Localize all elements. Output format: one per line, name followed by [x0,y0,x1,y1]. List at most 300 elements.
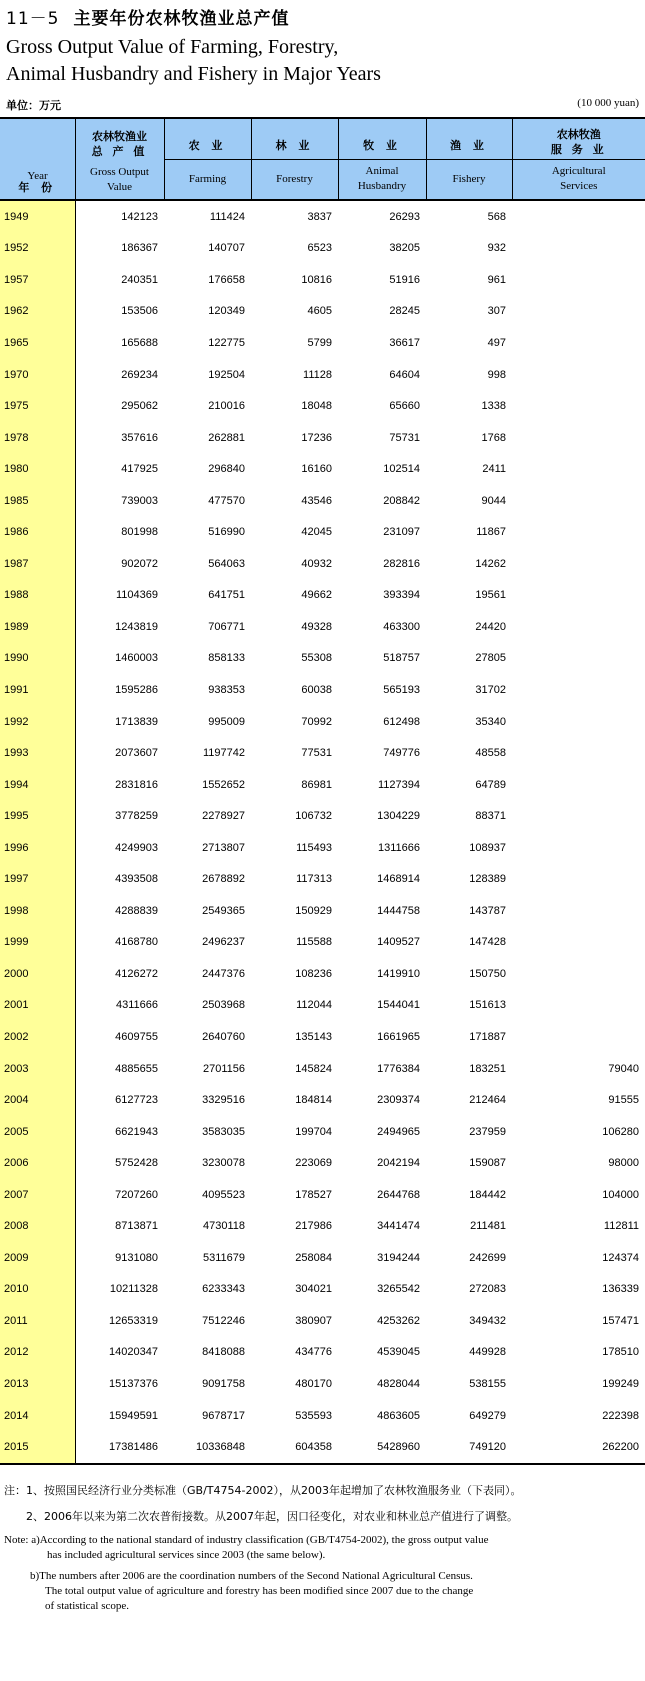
fishery-cell: 14262 [475,557,506,570]
forestry-cell: 55308 [301,652,332,665]
fishery-cell: 183251 [469,1062,506,1075]
gross-cell: 9131080 [115,1251,158,1264]
fishery-cell: 2411 [482,463,506,476]
services-cell [512,895,645,927]
gross-cell: 6127723 [115,1094,158,1107]
table-row [0,233,645,265]
fishery-cell: 998 [487,368,506,381]
services-cell [512,832,645,864]
table-row [0,769,645,801]
services-cell [512,485,645,517]
table-row [0,1431,645,1464]
year-cell: 1990 [0,643,75,675]
services-cell [512,674,645,706]
table-row [0,516,645,548]
gross-cell: 4311666 [115,999,158,1012]
services-cell [512,548,645,580]
header-gross-en [75,159,164,199]
animal-cell: 2042194 [377,1157,420,1170]
gross-cell: 186367 [121,242,158,255]
table-row [0,1337,645,1369]
animal-cell: 4253262 [377,1314,420,1327]
farming-cell: 8418088 [202,1346,245,1359]
animal-cell: 3441474 [377,1220,420,1233]
fishery-cell: 237959 [469,1125,506,1138]
animal-cell: 1444758 [377,904,420,917]
forestry-cell: 42045 [301,526,332,539]
animal-cell: 4828044 [377,1378,420,1390]
table-row [0,390,645,422]
services-cell [512,296,645,328]
services-cell [512,453,645,485]
fishery-cell: 64789 [475,778,506,791]
gross-cell: 1243819 [115,620,158,633]
fishery-cell: 147428 [469,936,506,949]
farming-cell: 641751 [208,589,245,602]
services-cell [512,327,645,359]
gross-cell: 269234 [121,368,158,381]
services-cell [512,611,645,643]
forestry-cell: 4605 [307,305,332,318]
farming-cell: 4730118 [202,1220,245,1233]
forestry-cell: 108236 [295,967,332,980]
gross-cell: 15137376 [109,1378,158,1390]
gross-cell: 4168780 [115,936,158,949]
farming-cell: 1552652 [202,778,245,791]
services-cell [512,990,645,1022]
fishery-cell: 1768 [481,431,506,444]
forestry-cell: 40932 [301,557,332,570]
fishery-cell: 159087 [469,1157,506,1170]
table-row [0,327,645,359]
header-gross-cn [75,119,164,159]
year-cell: 1998 [0,895,75,927]
farming-cell: 210016 [208,400,245,413]
fishery-cell: 749120 [426,1431,512,1464]
table-row [0,674,645,706]
forestry-cell: 10816 [301,273,332,286]
forestry-cell: 77531 [301,747,332,760]
animal-cell: 1776384 [377,1062,420,1075]
animal-cell: 36617 [389,336,420,349]
year-cell: 1980 [0,453,75,485]
forestry-cell: 49328 [301,620,332,633]
services-cell [512,927,645,959]
forestry-cell: 115493 [296,841,332,854]
year-cell: 1970 [0,359,75,391]
year-cell: 2003 [0,1053,75,1085]
farming-cell: 176658 [208,273,245,286]
header-animal-en-2: Husbandry [357,180,407,193]
year-cell: 2002 [0,1021,75,1053]
fishery-cell: 143787 [469,904,506,917]
services-cell: 222398 [602,1409,639,1422]
year-cell: 2011 [0,1305,75,1337]
animal-cell: 64604 [389,368,420,381]
fishery-cell: 151613 [469,999,506,1012]
table-row [0,1021,645,1053]
services-cell [512,769,645,801]
fishery-cell: 108937 [469,841,506,854]
farming-cell: 4095523 [202,1188,245,1201]
services-cell [512,643,645,675]
gross-cell: 165688 [121,336,158,349]
year-cell: 1949 [0,200,75,233]
animal-cell: 565193 [383,683,420,696]
table-row [0,1053,645,1085]
year-cell: 1999 [0,927,75,959]
gross-cell: 1595286 [115,683,158,696]
forestry-cell: 70992 [301,715,332,728]
forestry-cell: 6523 [307,242,332,255]
table-row [0,1147,645,1179]
table-row [0,1211,645,1243]
gross-cell: 1460003 [115,652,158,665]
table-row [0,706,645,738]
table-row [0,1368,645,1400]
header-services-cn-2: 服 务 业 [550,142,607,156]
gross-cell: 14020347 [109,1346,158,1359]
gross-cell: 4885655 [115,1062,158,1075]
fishery-cell: 184442 [469,1188,506,1201]
year-cell: 1985 [0,485,75,517]
fishery-cell: 349432 [469,1314,506,1327]
table-row [0,548,645,580]
header-animal-en [338,159,426,199]
table-row [0,958,645,990]
forestry-cell: 604358 [251,1431,338,1464]
table-row [0,453,645,485]
farming-cell: 10336848 [164,1431,251,1464]
table-title-cn-text: 主要年份农林牧渔业总产值 [73,9,290,29]
fishery-cell: 171887 [469,1030,506,1043]
animal-cell: 2644768 [377,1188,420,1201]
forestry-cell: 184814 [295,1094,332,1107]
year-cell: 1997 [0,863,75,895]
gross-cell: 153506 [121,305,158,318]
table-row [0,580,645,612]
note-cn-1: 注：1、按照国民经济行业分类标准（GB/T4754-2002），从2003年起增加了农林牧渔服务业（下表同）。 [4,1484,522,1497]
animal-cell: 5428960 [338,1431,426,1464]
farming-cell: 2713807 [202,841,245,854]
table-row [0,422,645,454]
farming-cell: 3329516 [202,1094,245,1107]
table-row [0,296,645,328]
table-row [0,1305,645,1337]
fishery-cell: 88371 [475,810,506,823]
table-row [0,895,645,927]
farming-cell: 3230078 [202,1157,245,1170]
gross-cell: 902072 [121,557,158,570]
farming-cell: 120349 [208,305,245,318]
services-cell: 124374 [602,1251,639,1264]
gross-cell: 7207260 [115,1188,158,1201]
fishery-cell: 242699 [469,1251,506,1264]
farming-cell: 516990 [208,526,245,539]
header-farming-cn: 农 业 [164,119,251,159]
animal-cell: 4539045 [377,1346,420,1359]
year-cell: 1975 [0,390,75,422]
header-fishery-en: Fishery [426,159,512,199]
farming-cell: 3583035 [202,1125,245,1138]
gross-cell: 2831816 [115,778,158,791]
fishery-cell: 19561 [475,589,506,602]
services-cell: 79040 [608,1062,639,1075]
year-cell: 1995 [0,800,75,832]
table-number: 11－5 [6,9,60,29]
farming-cell: 564063 [208,557,245,570]
services-cell: 178510 [602,1346,639,1359]
gross-cell: 6621943 [115,1125,158,1138]
year-cell: 2015 [0,1431,75,1464]
animal-cell: 1311666 [377,841,420,854]
table-row [0,990,645,1022]
table-title-en-line1: Gross Output Value of Farming, Forestry, [6,36,339,58]
fishery-cell: 11867 [476,526,506,539]
services-cell [512,516,645,548]
services-cell [512,958,645,990]
gross-cell: 10211328 [109,1283,158,1296]
header-gross-cn-1: 农林牧渔业 [92,130,147,143]
header-gross-cn-2: 总 产 值 [91,145,148,158]
forestry-cell: 16160 [301,463,332,476]
gross-cell: 1713839 [115,715,158,728]
animal-cell: 3194244 [377,1251,420,1264]
note-en-a-2: has included agricultural services since 2003 (the same below). [47,1549,326,1561]
note-en-a-1: Note: a)According to the national standard of industry classification (GB/T4754-2002), the gross output value [4,1534,489,1546]
forestry-cell: 86981 [301,778,332,791]
farming-cell: 111424 [209,210,245,223]
table-row [0,863,645,895]
year-cell: 2004 [0,1084,75,1116]
forestry-cell: 145824 [295,1062,332,1075]
animal-cell: 749776 [383,747,420,760]
fishery-cell: 272083 [469,1283,506,1296]
forestry-cell: 60038 [301,683,332,696]
services-cell: 262200 [512,1431,645,1464]
gross-cell: 739003 [121,494,158,507]
header-services-cn [512,119,645,159]
unit-label-cn: 单位：万元 [6,99,61,112]
animal-cell: 1304229 [377,810,420,823]
farming-cell: 2701156 [202,1062,245,1075]
year-cell: 2007 [0,1179,75,1211]
farming-cell: 2278927 [202,810,245,823]
services-cell [512,863,645,895]
table-title-en-line2: Animal Husbandry and Fishery in Major Years [6,63,381,85]
services-cell: 98000 [608,1157,639,1170]
header-animal-cn: 牧 业 [338,119,426,159]
gross-cell: 5752428 [115,1157,158,1170]
year-cell: 2006 [0,1147,75,1179]
services-cell [512,264,645,296]
farming-cell: 995009 [208,715,245,728]
gross-cell: 4393508 [115,873,158,886]
fishery-cell: 1338 [481,400,506,413]
table-body [0,200,645,1464]
services-cell: 136339 [602,1283,639,1296]
services-cell [512,800,645,832]
year-cell: 2013 [0,1368,75,1400]
fishery-cell: 307 [487,305,506,318]
forestry-cell: 535593 [295,1409,332,1422]
services-cell [512,233,645,265]
fishery-cell: 9044 [481,494,506,507]
forestry-cell: 5799 [307,336,332,349]
farming-cell: 706771 [208,620,245,633]
forestry-cell: 480170 [295,1378,332,1390]
fishery-cell: 27805 [475,652,506,665]
animal-cell: 102514 [383,463,420,476]
animal-cell: 28245 [389,305,420,318]
note-en-b-2: The total output value of agriculture and forestry has been modified since 2007 due to the change [45,1585,474,1597]
forestry-cell: 223069 [295,1157,332,1170]
forestry-cell: 135143 [295,1030,332,1043]
fishery-cell: 48558 [475,747,506,760]
table-title-cn [6,4,289,29]
gross-cell: 417925 [121,463,158,476]
gross-cell: 295062 [121,400,158,413]
fishery-cell: 128389 [469,873,506,886]
header-forestry-en: Forestry [251,159,338,199]
forestry-cell: 199704 [295,1125,332,1138]
animal-cell: 282816 [383,557,420,570]
year-cell: 2009 [0,1242,75,1274]
year-cell: 1978 [0,422,75,454]
header-year-en: Year [27,170,48,182]
year-cell: 1992 [0,706,75,738]
table-title-en [6,34,381,88]
farming-cell: 140707 [208,242,245,255]
animal-cell: 518757 [383,652,420,665]
fishery-cell: 150750 [469,967,506,980]
header-services-en [512,159,645,199]
farming-cell: 6233343 [202,1283,245,1296]
header-year-cn-cell [0,119,75,199]
gross-cell: 4288839 [115,904,158,917]
animal-cell: 75731 [389,431,420,444]
services-cell [512,737,645,769]
forestry-cell: 106732 [295,810,332,823]
forestry-cell: 217986 [295,1220,332,1233]
farming-cell: 262881 [208,431,245,444]
forestry-cell: 304021 [295,1283,332,1296]
gross-cell: 4249903 [115,841,158,854]
forestry-cell: 178527 [295,1188,332,1201]
note-en-b-3: of statistical scope. [45,1600,130,1612]
fishery-cell: 31702 [475,683,506,696]
header-gross-en-1: Gross Output [90,166,149,178]
year-cell: 1962 [0,296,75,328]
forestry-cell: 18048 [301,400,332,413]
fishery-cell: 568 [487,210,506,223]
farming-cell: 858133 [208,652,245,665]
year-cell: 1952 [0,233,75,265]
farming-cell: 2640760 [202,1030,245,1043]
header-year-cn: 年 份 [18,181,57,194]
animal-cell: 1127394 [377,778,420,791]
farming-cell: 2447376 [202,967,245,980]
animal-cell: 1544041 [377,999,420,1012]
header-animal-en-1: Animal [365,165,399,178]
services-cell [512,1021,645,1053]
services-cell [512,422,645,454]
fishery-cell: 649279 [469,1409,506,1422]
farming-cell: 7512246 [202,1314,245,1327]
year-cell: 1991 [0,674,75,706]
services-cell [512,580,645,612]
header-fishery-cn: 渔 业 [426,119,512,159]
services-cell: 106280 [602,1125,639,1138]
forestry-cell: 17236 [301,431,332,444]
gross-cell: 15949591 [109,1409,158,1422]
forestry-cell: 49662 [301,589,332,602]
year-cell: 1996 [0,832,75,864]
animal-cell: 1661965 [377,1030,420,1043]
gross-cell: 2073607 [115,747,158,760]
table-row [0,485,645,517]
gross-cell: 17381486 [75,1431,164,1464]
animal-cell: 208842 [383,494,420,507]
services-cell: 104000 [602,1188,639,1201]
header-services-en-1: Agricultural [551,165,606,178]
animal-cell: 1409527 [377,936,420,949]
forestry-cell: 150929 [295,904,332,917]
fishery-cell: 932 [487,242,506,255]
animal-cell: 51916 [389,273,420,286]
farming-cell: 5311679 [202,1251,245,1264]
animal-cell: 4863605 [377,1409,420,1422]
forestry-cell: 115588 [296,936,332,949]
year-cell: 1987 [0,548,75,580]
year-cell: 2000 [0,958,75,990]
farming-cell: 9678717 [202,1409,245,1422]
note-en-b-1: b)The numbers after 2006 are the coordination numbers of the Second National Agricultural Census. [30,1570,473,1582]
farming-cell: 122775 [208,336,245,349]
forestry-cell: 112044 [296,999,332,1012]
table-row [0,800,645,832]
forestry-cell: 117313 [296,873,332,886]
services-cell: 112811 [603,1220,639,1233]
header-forestry-cn: 林 业 [251,119,338,159]
year-cell: 2010 [0,1274,75,1306]
forestry-cell: 43546 [301,494,332,507]
header-services-cn-1: 农林牧渔 [556,127,601,141]
animal-cell: 26293 [389,210,420,223]
table-row [0,1084,645,1116]
fishery-cell: 212464 [469,1094,506,1107]
table-header [0,119,645,200]
animal-cell: 2309374 [377,1094,420,1107]
gross-cell: 4126272 [115,967,158,980]
table-row [0,611,645,643]
farming-cell: 938353 [208,683,245,696]
services-cell [512,706,645,738]
animal-cell: 612498 [383,715,420,728]
animal-cell: 1468914 [377,873,420,886]
year-cell: 2014 [0,1400,75,1432]
farming-cell: 9091758 [202,1378,245,1390]
forestry-cell: 3837 [307,210,332,223]
fishery-cell: 449928 [469,1346,506,1359]
year-cell: 1994 [0,769,75,801]
table-row [0,1242,645,1274]
farming-cell: 2503968 [202,999,245,1012]
table-row [0,832,645,864]
farming-cell: 1197742 [202,747,245,760]
fishery-cell: 961 [487,273,506,286]
header-services-en-2: Services [560,180,598,193]
